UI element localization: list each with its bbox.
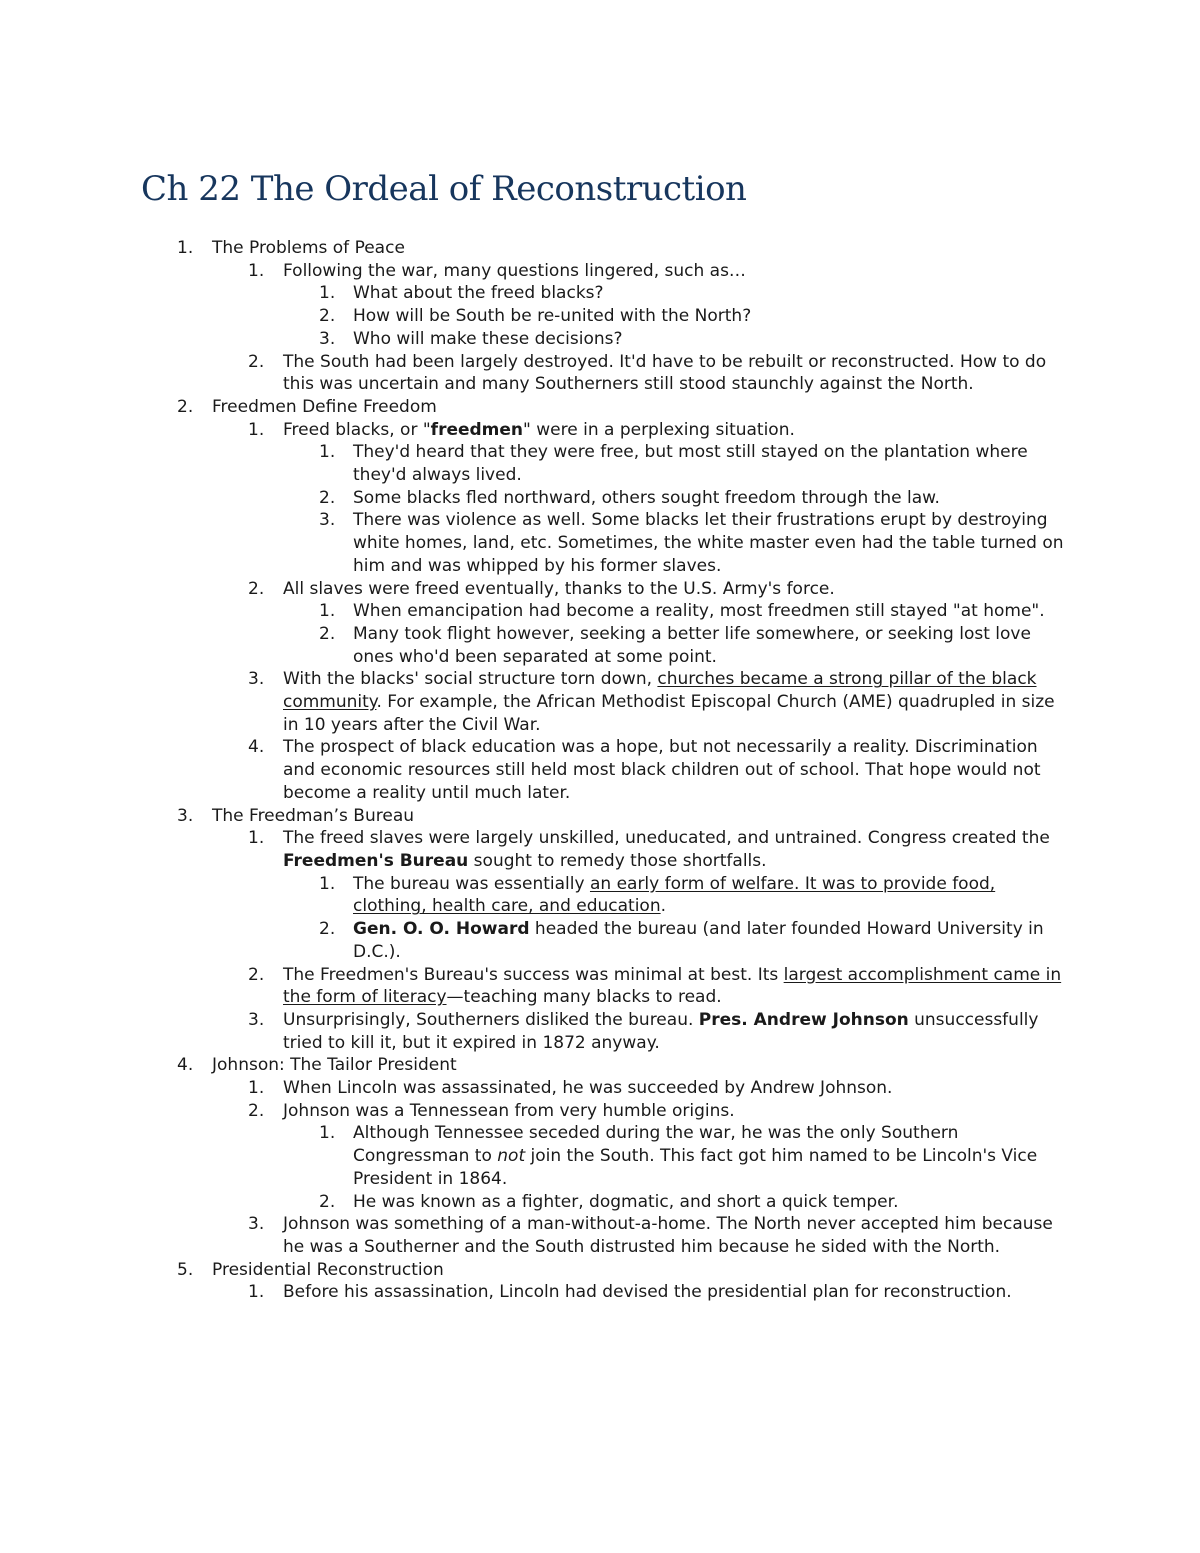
list-number: 2. — [319, 919, 336, 940]
list-item-text: The bureau was essentially — [353, 873, 590, 894]
list-item-text: He was known as a fighter, dogmatic, and short a quick temper. — [353, 1191, 899, 1212]
list-item — [0, 260, 1066, 283]
list-item-text: join the South. This fact got him named to be Lincoln's Vice President in 1864. — [353, 1146, 1038, 1189]
list-item-text: Following the war, many questions lingered, such as… — [283, 260, 746, 281]
underlined-phrase: churches became a strong pillar of the black community — [283, 669, 1037, 713]
list-number: 1. — [319, 442, 336, 463]
list-number: 3. — [248, 669, 265, 690]
underlined-phrase: an early form of welfare. It was to provide food, clothing, health care, and education — [353, 873, 996, 917]
list-number: 2. — [248, 578, 265, 599]
underlined-phrase: largest accomplishment came in the form of literacy — [283, 964, 1062, 1008]
list-item-text: headed the bureau (and later founded Howard University in D.C.). — [353, 919, 1044, 962]
list-item-text: When Lincoln was assassinated, he was succeeded by Andrew Johnson. — [283, 1078, 893, 1099]
list-item-text: Many took flight however, seeking a better life somewhere, or seeking lost love ones who'd been separated at some point. — [353, 623, 1031, 667]
list-number: 1. — [248, 419, 265, 440]
list-item-text: The freed slaves were largely unskilled, uneducated, and untrained. Congress created the — [283, 828, 1050, 849]
list-number: 3. — [319, 328, 336, 349]
list-number: 3. — [177, 805, 194, 826]
list-number: 1. — [319, 1123, 336, 1144]
list-number: 2. — [248, 1100, 265, 1121]
list-item — [0, 1281, 1066, 1304]
list-item-text: All slaves were freed eventually, thanks to the U.S. Army's force. — [283, 578, 835, 599]
list-item-text: What about the freed blacks? — [353, 283, 604, 304]
list-item-text: The South had been largely destroyed. It'd have to be rebuilt or reconstructed. How to do this was uncertain and many Southerners still stood staunchly against the North. — [283, 351, 1047, 395]
list-item — [0, 736, 1066, 804]
list-item-text: unsuccessfully tried to kill it, but it expired in 1872 anyway. — [283, 1009, 1039, 1053]
list-number: 1. — [319, 283, 336, 304]
list-item-text: With the blacks' social structure torn down, — [283, 669, 658, 690]
list-item-text: How will be South be re-united with the North? — [353, 306, 752, 327]
list-item — [0, 578, 1066, 601]
list-number: 2. — [248, 964, 265, 985]
list-item — [0, 668, 1066, 736]
list-number: 4. — [248, 737, 265, 758]
list-number: 1. — [248, 1282, 265, 1303]
list-item-text: " were in a perplexing situation. — [523, 419, 795, 440]
list-item — [0, 419, 1066, 442]
sub-list-item — [0, 305, 1066, 328]
italic-word: not — [497, 1146, 526, 1167]
list-number: 2. — [319, 487, 336, 508]
sub-list-item — [0, 918, 1066, 963]
section-heading-text: The Problems of Peace — [212, 238, 405, 258]
list-number: 2. — [319, 623, 336, 644]
outline-list — [0, 237, 1200, 1304]
sub-list-item — [0, 623, 1066, 668]
bold-term: Freedmen's Bureau — [283, 850, 469, 871]
list-number: 3. — [248, 1009, 265, 1030]
list-number: 1. — [248, 1078, 265, 1099]
list-item-text: Who will make these decisions? — [353, 328, 623, 349]
section-heading — [0, 1259, 1066, 1282]
sub-list-item — [0, 600, 1066, 623]
list-item-text: When emancipation had become a reality, most freedmen still stayed "at home". — [353, 601, 1045, 622]
list-item-text: Some blacks fled northward, others sought freedom through the law. — [353, 487, 940, 508]
list-number: 1. — [319, 873, 336, 894]
list-item-text: —teaching many blacks to read. — [446, 987, 722, 1008]
section-heading — [0, 1054, 1066, 1077]
sub-list-item — [0, 282, 1066, 305]
list-number: 2. — [177, 396, 194, 417]
section-heading — [0, 396, 1066, 419]
list-item — [0, 1077, 1066, 1100]
list-item-text: Unsurprisingly, Southerners disliked the bureau. — [283, 1009, 699, 1030]
section-heading-text: Johnson: The Tailor President — [212, 1055, 457, 1076]
list-item-text: The prospect of black education was a hope, but not necessarily a reality. Discrimination and economic resources still held most black children out of school. That hope would not become a reality until much later. — [283, 737, 1041, 803]
list-item — [0, 827, 1066, 872]
list-item — [0, 1100, 1066, 1123]
list-item-text: Although Tennessee seceded during the war, he was the only Southern Congressman to — [353, 1123, 959, 1167]
list-number: 5. — [177, 1259, 194, 1280]
section-heading-text: The Freedman’s Bureau — [212, 805, 415, 826]
list-item-text: . For example, the African Methodist Episcopal Church (AME) quadrupled in size in 10 years after the Civil War. — [283, 692, 1055, 735]
document-title: Ch 22 The Ordeal of Reconstruction — [141, 169, 747, 209]
bold-term: Pres. Andrew Johnson — [698, 1009, 909, 1030]
section-heading-text: Presidential Reconstruction — [212, 1259, 444, 1280]
list-number: 2. — [248, 351, 265, 372]
list-number: 1. — [177, 238, 194, 258]
list-item — [0, 351, 1066, 396]
list-item-text: . — [660, 896, 667, 917]
list-item — [0, 1213, 1066, 1258]
list-item-text: Before his assassination, Lincoln had devised the presidential plan for reconstruction. — [283, 1282, 1012, 1303]
list-item-text: Johnson was something of a man-without-a-home. The North never accepted him because he was a Southerner and the South distrusted him because he sided with the North. — [283, 1214, 1053, 1257]
list-item-text: Johnson was a Tennessean from very humble origins. — [283, 1100, 735, 1121]
list-item — [0, 964, 1066, 1009]
list-number: 1. — [248, 260, 265, 281]
list-number: 3. — [319, 510, 336, 531]
sub-list-item — [0, 487, 1066, 510]
sub-list-item — [0, 1122, 1066, 1190]
bold-term: Gen. O. O. Howard — [353, 919, 530, 940]
section-heading — [0, 237, 1066, 260]
section-heading — [0, 805, 1066, 828]
bold-term: freedmen — [430, 419, 524, 440]
list-item-text: There was violence as well. Some blacks let their frustrations erupt by destroying white homes, land, etc. Sometimes, the white master even had the table turned on him and was whipped by his former slaves. — [353, 510, 1064, 576]
list-item-text: Freed blacks, or " — [283, 419, 431, 440]
list-number: 3. — [248, 1214, 265, 1235]
sub-list-item — [0, 509, 1066, 577]
list-item-text: They'd heard that they were free, but most still stayed on the plantation where they'd always lived. — [353, 442, 1028, 486]
list-number: 4. — [177, 1055, 194, 1076]
sub-list-item — [0, 328, 1066, 351]
list-number: 2. — [319, 306, 336, 327]
list-number: 2. — [319, 1191, 336, 1212]
sub-list-item — [0, 873, 1066, 918]
list-item-text: The Freedmen's Bureau's success was minimal at best. Its — [283, 964, 784, 985]
sub-list-item — [0, 1191, 1066, 1214]
list-item-text: sought to remedy those shortfalls. — [468, 850, 767, 871]
list-item — [0, 1009, 1066, 1054]
section-heading-text: Freedmen Define Freedom — [212, 396, 437, 417]
sub-list-item — [0, 441, 1066, 486]
list-number: 1. — [319, 601, 336, 622]
list-number: 1. — [248, 828, 265, 849]
